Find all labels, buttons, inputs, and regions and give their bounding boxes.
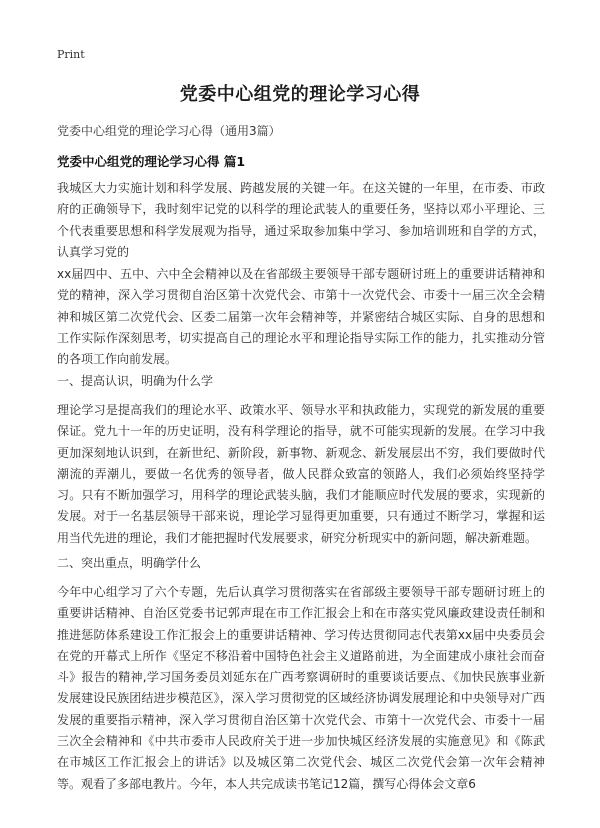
print-link[interactable]: Print	[57, 48, 85, 61]
section-heading: 党委中心组党的理论学习心得 篇1	[57, 154, 246, 169]
subheading-raise-awareness: 一、提高认识，明确为什么学	[57, 374, 214, 388]
paragraph-study-topics: 今年中心组学习了六个专题，先后认真学习贯彻落实在省部级主要领导干部专题研讨班上的重要讲话精神、自治区党委书记郭声琨在市工作汇报会上和在市落实党风廉政建设责任制和推进惩防体系建设工作汇报会上的重要讲话精神、学习传达贯彻同志代表第xx届中央委员会在党的开幕式上所作《坚定不移沿着中国特色社会主义道路前进，为全面建成小康社会而奋斗》报告的精神,学习国务委员刘延东在广西考察调研时的重要谈话要点、《加快民族事业新发展建设民族团结进步模范区》，深入学习贯彻党的区域经济协调发展理论和中央领导对广西发展的重要指示精神，深入学习贯彻自治区第十次党代会、市第十一次党代会、市委十一届三次全会精神和《中共市委市人民政府关于进一步加快城区经济发展的实施意见》和《陈武在市城区工作汇报会上的讲话》以及城区第二次党代会、城区二次党代会第一次年会精神等。观看了多部电教片。今年，本人共完成读书笔记12篇，撰写心得体会文章6	[57, 585, 545, 791]
document-subtitle: 党委中心组党的理论学习心得（通用3篇）	[57, 124, 281, 138]
subheading-key-points: 二、突出重点，明确学什么	[57, 556, 202, 570]
paragraph-intro: 我城区大力实施计划和科学发展、跨越发展的关键一年。在这关键的一年里，在市委、市政府的正确领导下，我时刻牢记党的以科学的理论武装人的重要任务，坚持以邓小平理论、三个代表重要思想和科学发展观为指导，通过采取参加集中学习、参加培训班和自学的方式，认真学习党的	[57, 181, 545, 259]
page-title: 党委中心组党的理论学习心得	[179, 84, 421, 105]
paragraph-study-content: xx届四中、五中、六中全会精神以及在省部级主要领导干部专题研讨班上的重要讲话精神和党的精神，深入学习贯彻自治区第十次党代会、市第十一次党代会、市委十一届三次全会精神和城区第二次党代会、区委二届第一次年会精神等，并紧密结合城区实际、自身的思想和工作实际作深刻思考，切实提高自己的理论水平和理论指导实际工作的能力，扎实推动分管的各项工作向前发展。	[57, 267, 545, 367]
paragraph-theory-importance: 理论学习是提高我们的理论水平、政策水平、领导水平和执政能力，实现党的新发展的重要保证。党九十一年的历史证明，没有科学理论的指导，就不可能实现新的发展。在学习中我更加深刻地认识到，在新世纪、新阶段，新事物、新观念、新发展层出不穷，我们要做时代潮流的弄潮儿，要做一名优秀的领导者，做人民群众致富的领路人，我们必须始终坚持学习。只有不断加强学习，用科学的理论武装头脑，我们才能顺应时代发展的要求，实现新的发展。对于一名基层领导干部来说，理论学习显得更加重要，只有通过不断学习，掌握和运用当代先进的理论，我们才能把握时代发展要求，研究分析现实中的新问题，解决新难题。	[57, 403, 545, 545]
